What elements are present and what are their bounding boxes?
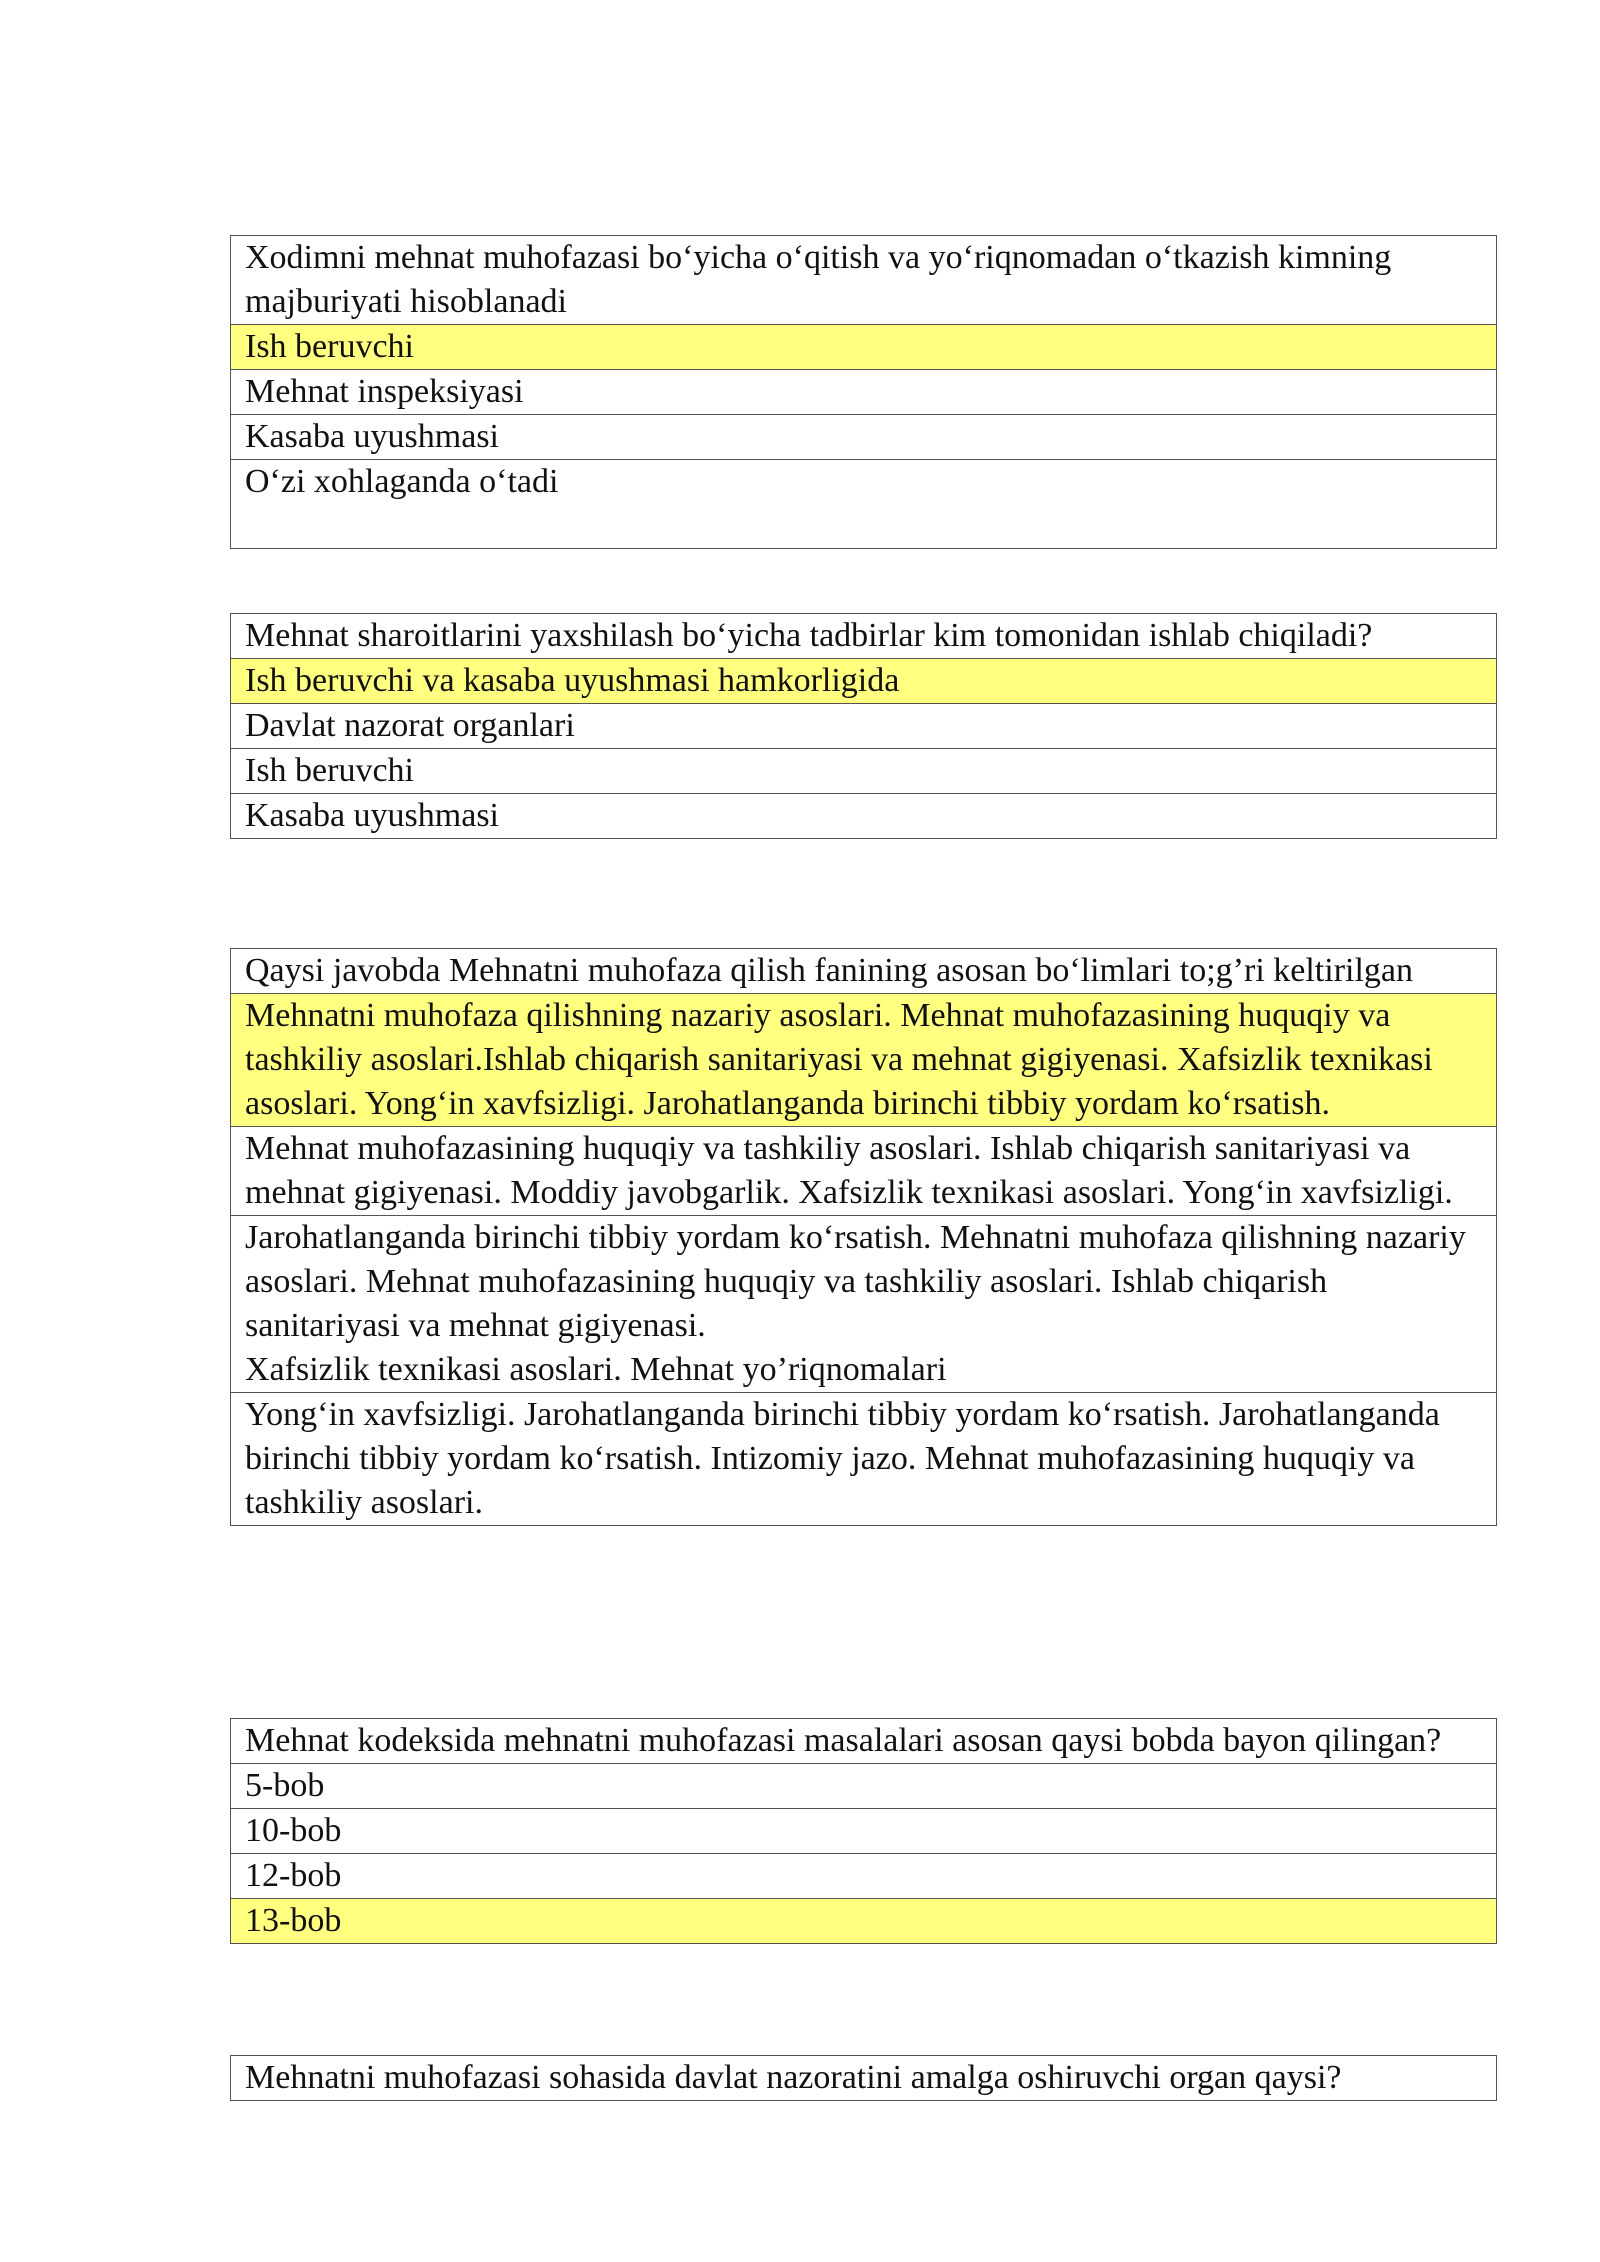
answer-option[interactable]: 12-bob (231, 1854, 1497, 1899)
question-text: Mehnatni muhofazasi sohasida davlat nazoratini amalga oshiruvchi organ qaysi? (231, 2056, 1497, 2101)
answer-option[interactable]: Kasaba uyushmasi (231, 415, 1497, 460)
question-text: Qaysi javobda Mehnatni muhofaza qilish fanining asosan bo‘limlari to;g’ri keltirilgan (231, 949, 1497, 994)
answer-option[interactable]: 10-bob (231, 1809, 1497, 1854)
question-text: Mehnat sharoitlarini yaxshilash bo‘yicha tadbirlar kim tomonidan ishlab chiqiladi? (231, 614, 1497, 659)
answer-option-text: Jarohatlanganda birinchi tibbiy yordam ko‘rsatish. Mehnatni muhofaza qilishning nazariy asoslari. Mehnat muhofazasining huquqiy va tashkiliy asoslari. Ishlab chiqarish sanitariyasi va mehnat gigiyenasi. (245, 1219, 1466, 1344)
question-table-1 (230, 235, 1497, 549)
answer-option-correct[interactable]: 13-bob (231, 1899, 1497, 1944)
question-text: Mehnat kodeksida mehnatni muhofazasi masalalari asosan qaysi bobda bayon qilingan? (231, 1719, 1497, 1764)
question-table-3 (230, 948, 1497, 1526)
question-text: Xodimni mehnat muhofazasi bo‘yicha o‘qitish va yo‘riqnomadan o‘tkazish kimning majburiyati hisoblanadi (231, 236, 1497, 325)
answer-option[interactable] (231, 1216, 1497, 1393)
answer-option[interactable]: Kasaba uyushmasi (231, 794, 1497, 839)
answer-option[interactable]: Davlat nazorat organlari (231, 704, 1497, 749)
answer-option-correct[interactable]: Mehnatni muhofaza qilishning nazariy asoslari. Mehnat muhofazasining huquqiy va tashkiliy asoslari.Ishlab chiqarish sanitariyasi va mehnat gigiyenasi. Xafsizlik texnikasi asoslari. Yong‘in xavfsizligi. Jarohatlanganda birinchi tibbiy yordam ko‘rsatish. (231, 994, 1497, 1127)
question-table-5 (230, 2055, 1497, 2101)
answer-option[interactable]: Ish beruvchi (231, 749, 1497, 794)
answer-option[interactable]: Mehnat inspeksiyasi (231, 370, 1497, 415)
answer-option-correct[interactable]: Ish beruvchi va kasaba uyushmasi hamkorligida (231, 659, 1497, 704)
question-table-4 (230, 1718, 1497, 1944)
answer-option[interactable]: Yong‘in xavfsizligi. Jarohatlanganda birinchi tibbiy yordam ko‘rsatish. Jarohatlanganda birinchi tibbiy yordam ko‘rsatish. Intizomiy jazo. Mehnat muhofazasining huquqiy va tashkiliy asoslari. (231, 1393, 1497, 1526)
answer-option-text-extra: Xafsizlik texnikasi asoslari. Mehnat yo’riqnomalari (245, 1351, 947, 1388)
answer-option[interactable]: 5-bob (231, 1764, 1497, 1809)
answer-option-correct[interactable]: Ish beruvchi (231, 325, 1497, 370)
answer-option[interactable]: O‘zi xohlaganda o‘tadi (231, 460, 1497, 549)
question-table-2 (230, 613, 1497, 839)
answer-option[interactable]: Mehnat muhofazasining huquqiy va tashkiliy asoslari. Ishlab chiqarish sanitariyasi va mehnat gigiyenasi. Moddiy javobgarlik. Xafsizlik texnikasi asoslari. Yong‘in xavfsizligi. (231, 1127, 1497, 1216)
